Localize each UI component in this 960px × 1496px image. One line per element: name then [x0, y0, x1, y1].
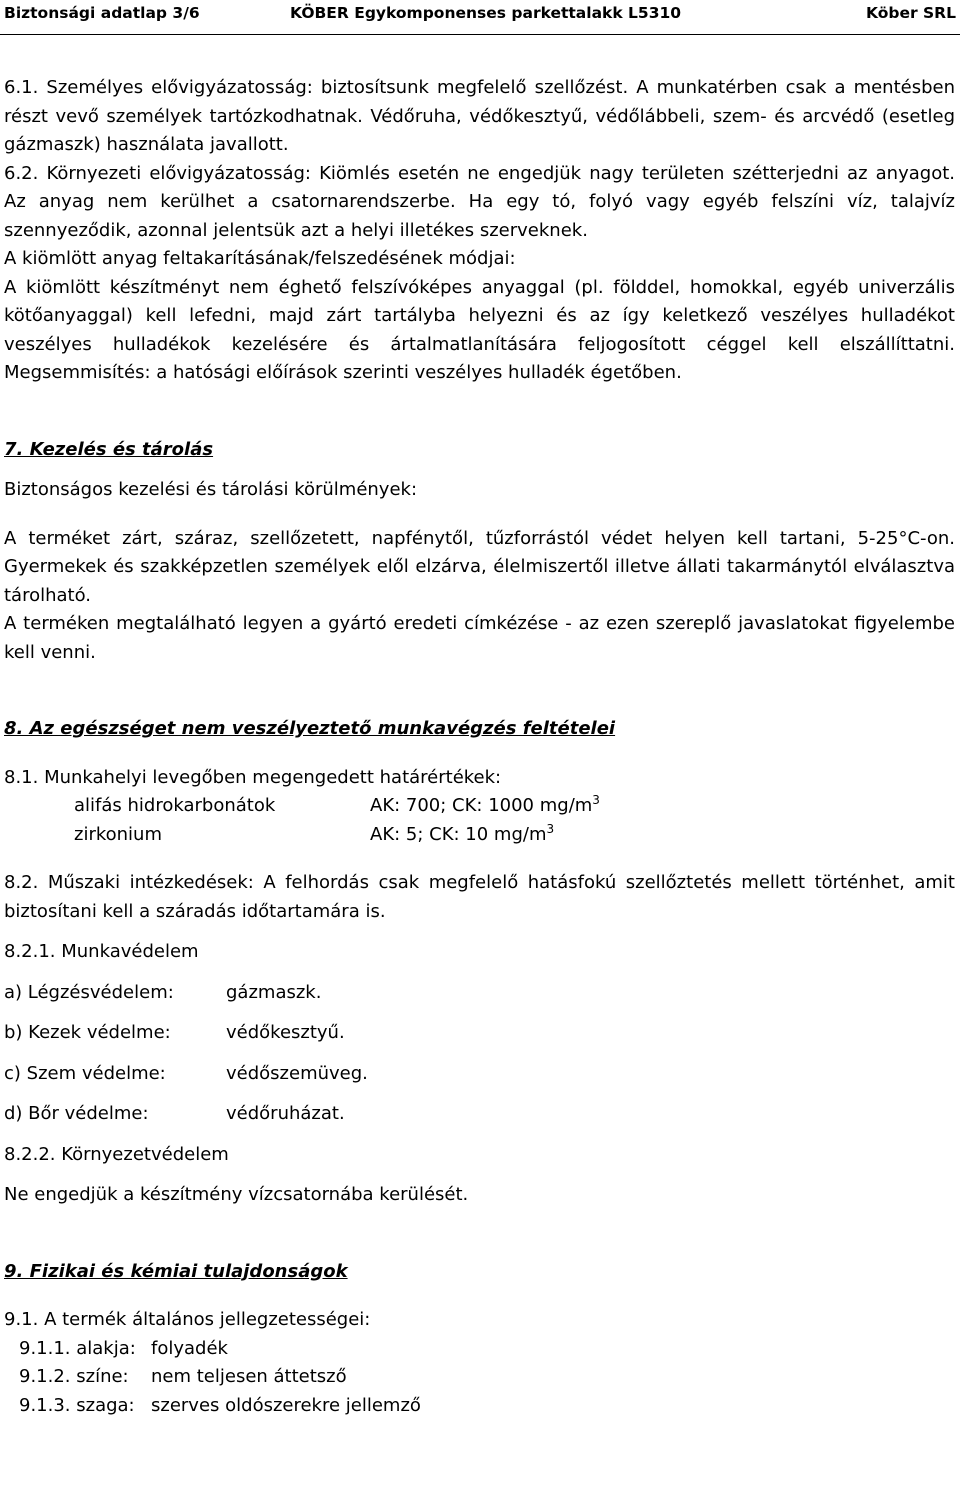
protection-label: b) Kezek védelme: [4, 1022, 171, 1043]
section-8-2-2-label: 8.2.2. Környezetvédelem [4, 1143, 229, 1165]
labeling-text: A terméken megtalálható legyen a gyártó eredeti címkézése - az ezen szereplő javaslatokat figyelembe kell venni. [4, 613, 955, 663]
header-product-name: KÖBER Egykomponenses parkettalakk L5310 [290, 4, 682, 22]
document-body [4, 74, 955, 1420]
limit-row [4, 792, 955, 821]
limit-value: AK: 5; CK: 10 $mg/m^3$ [370, 821, 555, 845]
cleanup-methods-text: A kiömlött készítményt nem éghető felszívóképes anyaggal (pl. földdel, homokkal, egyéb univerzális kötőanyaggal) kell lefedni, majd zárt tartályba helyezni és az így keletkező veszélyes hulladékot veszélyes hulladékok kezelésére és ártalmatlanítására feljogosított céggel kell elszállíttatni. Megsemmisítés: a hatósági előírások szerinti veszélyes hulladék égetőben. [4, 276, 955, 383]
protection-value: védőkesztyű. [226, 1022, 345, 1043]
protection-label: a) Légzésvédelem: [4, 981, 174, 1003]
property-value: nem teljesen áttetsző [151, 1366, 347, 1387]
section-6-2-text: 6.2. Környezeti elővigyázatosság: Kiömlés esetén ne engedjük nagy területen szétterjedni az anyagot. Az anyag nem kerülhet a csatornarendszerbe. Ha egy tó, folyó vagy egyéb felszíni víz, talajvíz szennyeződik, azonnal jelentsük azt a helyi illetékes szerveknek. [4, 162, 955, 241]
limit-substance: zirkonium [74, 823, 162, 845]
protection-row [4, 1019, 955, 1048]
limit-value: AK: 700; CK: 1000 $mg/m^3$ [370, 793, 600, 816]
section-8-2-text: 8.2. Műszaki intézkedések: A felhordás csak megfelelő hatásfokú szellőztetés mellett történhet, amit biztosítani kell a száradás időtartamára is. [4, 872, 955, 922]
protection-value: gázmaszk. [226, 981, 322, 1003]
protection-label: c) Szem védelme: [4, 1062, 166, 1084]
protection-row [4, 1060, 955, 1089]
property-row [4, 1335, 955, 1364]
protection-row [4, 1100, 955, 1129]
section-9-1-text: 9.1. A termék általános jellegzetességei: [4, 1309, 371, 1330]
section-8-2-1-label: 8.2.1. Munkavédelem [4, 941, 199, 962]
header-document-title: Biztonsági adatlap 3/6 [4, 4, 200, 22]
section-8-heading: 8. Az egészséget nem veszélyeztető munkavégzés feltételei [4, 718, 616, 739]
limit-substance: alifás hidrokarbonátok [74, 795, 276, 816]
section-6-1-text: 6.1. Személyes elővigyázatosság: biztosítsunk megfelelő szellőzést. A munkatérben csak a mentésben részt vevő személyek tartózkodhatnak. Védőruha, védőkesztyű, védőlábbeli, szem- és arcvédő (esetleg gázmaszk) használata javallott. [4, 77, 955, 155]
limit-row [4, 821, 955, 850]
cleanup-methods-label: A kiömlött anyag feltakarításának/felszedésének módjai: [4, 248, 516, 269]
section-7-intro: Biztonságos kezelési és tárolási körülmények: [4, 479, 418, 500]
protection-label: d) Bőr védelme: [4, 1103, 149, 1124]
environment-text: Ne engedjük a készítmény vízcsatornába kerülését. [4, 1184, 469, 1205]
property-row [4, 1363, 955, 1392]
property-row [4, 1392, 955, 1421]
section-7-heading: 7. Kezelés és tárolás [4, 438, 214, 460]
property-value: folyadék [151, 1337, 228, 1359]
property-label: 9.1.3. szaga: [19, 1394, 135, 1416]
protection-value: védőszemüveg. [226, 1062, 368, 1084]
section-9-heading: 9. Fizikai és kémiai tulajdonságok [4, 1260, 348, 1282]
property-label: 9.1.1. alakja: [19, 1337, 136, 1359]
header-company: Köber SRL [865, 4, 956, 22]
storage-conditions-text: A terméket zárt, száraz, szellőzetett, napfénytől, tűzforrástól védet helyen kell tartani, 5-25°C-on. Gyermekek és szakképzetlen személyek elől elzárva, élelmiszertől illetve állati takarmánytól elválasztva tárolható. [4, 527, 955, 606]
protection-row [4, 979, 955, 1008]
page-header [0, 0, 960, 35]
property-value: szerves oldószerekre jellemző [151, 1394, 421, 1416]
protection-value: védőruházat. [226, 1103, 345, 1124]
property-label: 9.1.2. színe: [19, 1366, 129, 1387]
section-8-1-text: 8.1. Munkahelyi levegőben megengedett határértékek: [4, 766, 502, 788]
